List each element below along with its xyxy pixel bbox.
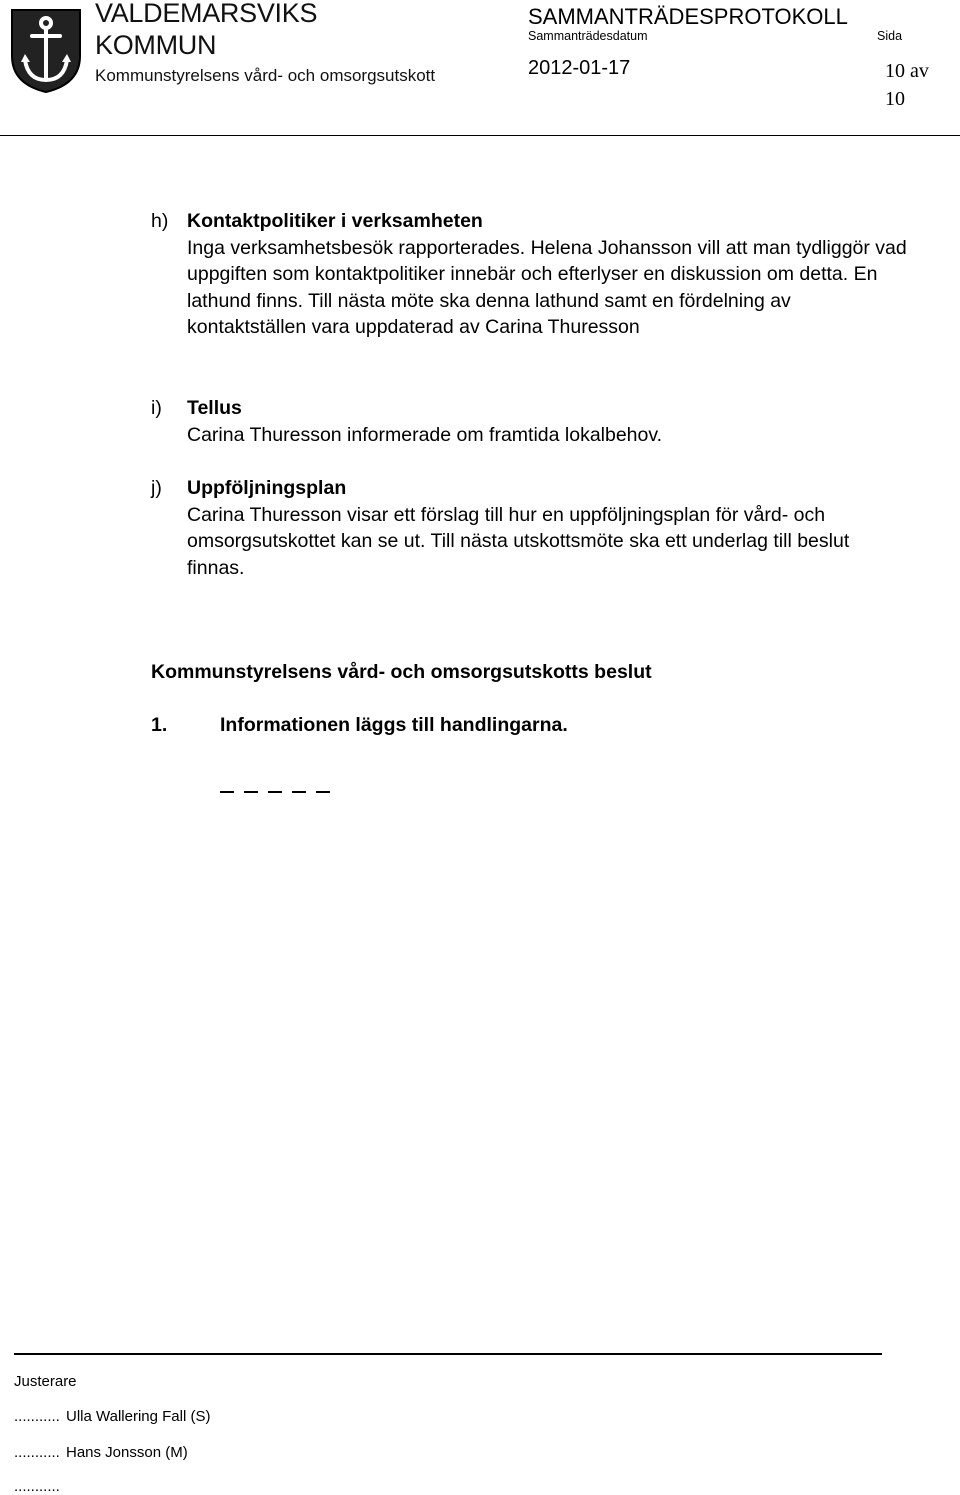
org-name-line1: VALDEMARSVIKS xyxy=(95,0,318,28)
item-marker: i) xyxy=(151,397,162,419)
org-name-line2: KOMMUN xyxy=(95,30,217,60)
page-label: Sida xyxy=(877,29,903,43)
item-heading: Uppföljningsplan xyxy=(187,477,347,499)
signature-dots: ........... xyxy=(14,1408,60,1425)
signer-name: Hans Jonsson (M) xyxy=(66,1444,188,1461)
item-text: Carina Thuresson informerade om framtida lokalbehov. xyxy=(187,423,663,446)
end-of-section-dashes xyxy=(220,791,332,793)
item-marker: h) xyxy=(151,210,169,232)
item-heading: Tellus xyxy=(187,397,242,419)
signer-name: Ulla Wallering Fall (S) xyxy=(66,1408,211,1425)
justerare-label: Justerare xyxy=(14,1373,77,1390)
meeting-date-label: Sammanträdesdatum xyxy=(528,29,648,43)
signature-divider xyxy=(14,1353,882,1355)
decision-number: 1. xyxy=(151,714,168,736)
decision-title: Kommunstyrelsens vård- och omsorgsutskotts beslut xyxy=(151,661,652,683)
agenda-item-i xyxy=(151,395,911,448)
decision-text: Informationen läggs till handlingarna. xyxy=(220,714,568,736)
signature-line xyxy=(14,1408,210,1425)
page-number: 10 av 10 xyxy=(885,60,929,110)
signature-dots: ........... xyxy=(14,1478,60,1495)
item-text: Carina Thuresson visar ett förslag till hur en uppföljningsplan för vård- och omsorgsutskottet kan se ut. Till nästa utskottsmöte ska ett underlag till beslut finnas. xyxy=(187,503,850,579)
committee-name: Kommunstyrelsens vård- och omsorgsutskott xyxy=(95,66,436,85)
document-type-title: SAMMANTRÄDESPROTOKOLL xyxy=(528,4,848,29)
signature-line xyxy=(14,1444,188,1461)
item-heading: Kontaktpolitiker i verksamheten xyxy=(187,210,483,232)
agenda-item-h xyxy=(151,208,911,341)
signature-line xyxy=(14,1478,66,1495)
meeting-date: 2012-01-17 xyxy=(528,57,631,79)
item-marker: j) xyxy=(151,477,162,499)
anchor-crest-icon xyxy=(8,6,84,94)
header-divider xyxy=(0,135,960,136)
agenda-item-j xyxy=(151,475,911,581)
item-text: Inga verksamhetsbesök rapporterades. Helena Johansson vill att man tydliggör vad uppgiften som kontaktpolitiker innebär och efterlyser en diskussion om detta. En lathund finns. Till nästa möte ska denna lathund samt en fördelning av kontaktställen vara uppdaterad av Carina Thuresson xyxy=(187,236,907,338)
signature-dots: ........... xyxy=(14,1444,60,1461)
